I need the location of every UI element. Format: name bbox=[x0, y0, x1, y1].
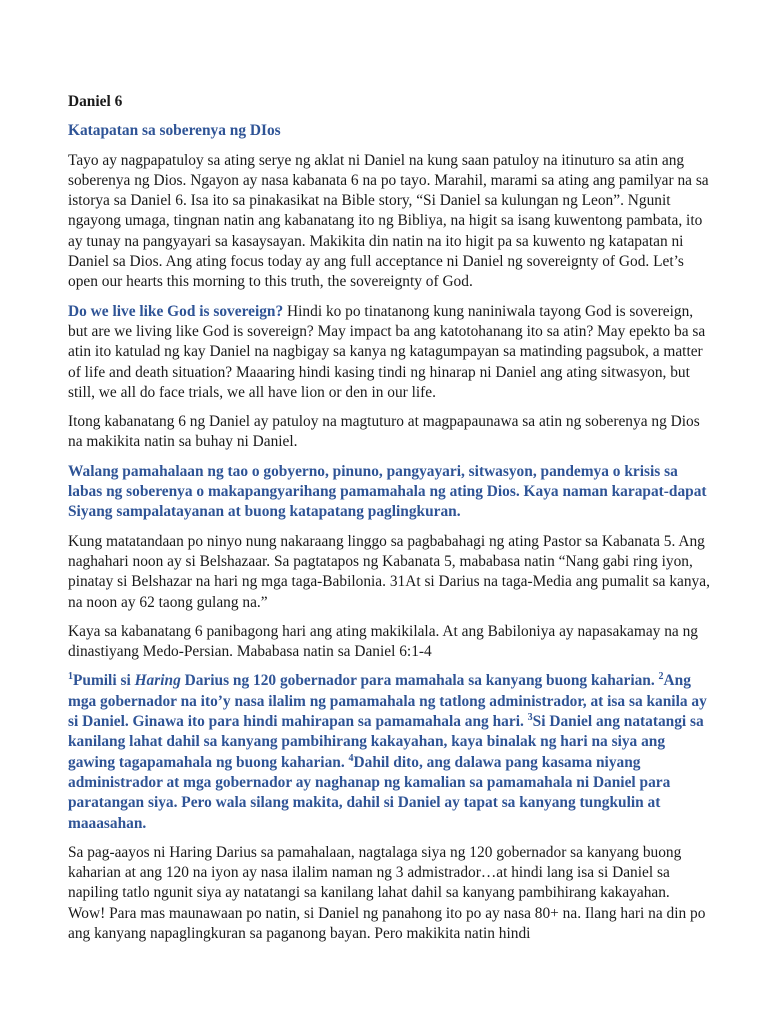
question-lead: Do we live like God is sovereign? bbox=[68, 302, 284, 320]
verse-number-4: 4 bbox=[348, 752, 354, 764]
paragraph-commentary: Sa pag-aayos ni Haring Darius sa pamahalaan, nagtalaga siya ng 120 gobernador sa kanyang buong kaharian at ang 120 na iyon ay nasa ilalim naman ng 3 admistrador…at hindi lang isa si Daniel sa napiling tatlo ngunit siya ay natatangi sa kanilang lahat dahil sa kanyang pambihirang kakayahan. Wow! Para mas maunawaan po natin, si Daniel ng panahong ito po ay nasa 80+ na. Ilang hari na din po ang kanyang napaglingkuran sa paganong bayan. Pero makikita natin hindi bbox=[68, 843, 706, 942]
scripture-passage bbox=[68, 671, 710, 833]
verse-number-2: 2 bbox=[658, 671, 664, 683]
paragraph-intro: Tayo ay nagpapatuloy sa ating serye ng aklat ni Daniel na kung saan patuloy na itinuturo sa atin ang soberenya ng Dios. Ngayon ay nasa kabanata 6 na po tayo. Marahil, marami sa ating ang pamilyar na sa istorya sa Daniel 6. Isa ito sa pinakasikat na Bible story, “Si Daniel sa kulungan ng Leon”. Ngunit ngayong umaga, tingnan natin ang kabanatang ito ng Bibliya, na higit sa isang kuwentong pambata, ito ay tunay na pangyayari sa kasaysayan. Makikita din natin na ito higit pa sa kuwento ng katapatan ni Daniel sa Dios. Ang ating focus today ay ang full acceptance ni Daniel ng sovereignty of God. Let’s open our hearts this morning to this truth, the sovereignty of God. bbox=[68, 151, 709, 291]
question-body: Hindi ko po tinatanong kung naniniwala tayong God is sovereign, but are we living like God is sovereign? May impact ba ang katotohanang ito sa atin? May epekto ba sa atin ito katulad ng kay Daniel na nagbigay sa kanya ng katagumpayan sa matinding pagsubok, a matter of life and death situation? Maaaring hindi kasing tindi ng hinarap ni Daniel ang ating sitwasyon, but still, we all do face trials, we all have lion or den in our life. bbox=[68, 302, 706, 401]
verse-3: Si Daniel ang natatangi sa kanilang lahat dahil sa kanyang pambihirang kakayahan, kaya binalak ng hari na siya ang gawing tagapamahala ng buong kaharian. bbox=[68, 713, 704, 771]
document-subtitle: Katapatan sa soberenya ng DIos bbox=[68, 122, 281, 140]
verse-number-3: 3 bbox=[527, 711, 533, 723]
paragraph-chapter-intro: Itong kabanatang 6 ng Daniel ay patuloy na magtuturo at magpapaunawa sa atin ng soberenya ng Dios na makikita natin sa buhay ni Daniel. bbox=[68, 413, 700, 451]
verse-1-part-b: Darius ng 120 gobernador para mamahala sa kanyang buong kaharian. bbox=[180, 672, 659, 690]
paragraph-recap: Kung matatandaan po ninyo nung nakaraang linggo sa pagbabahagi ng ating Pastor sa Kabanata 5. Ang naghahari noon ay si Belshazaar. Sa pagtatapos ng Kabanata 5, mababasa natin “Nang gabi ring iyon, pinatay si Belshazar na hari ng mga taga-Babilonia. 31At si Darius na taga-Media ang pumalit sa kanya, na noon ay 62 taong gulang na.” bbox=[68, 532, 710, 611]
verse-2: Ang mga gobernador na ito’y nasa ilalim ng pamamahala ng tatlong administrador, at isa sa kanila ay si Daniel. Ginawa ito para hindi mahirapan sa pamamahala ang hari. bbox=[68, 672, 707, 731]
verse-1-emphasis: Haring bbox=[134, 672, 181, 690]
verse-number-1: 1 bbox=[68, 671, 73, 683]
paragraph-new-king: Kaya sa kabanatang 6 panibagong hari ang ating makikilala. At ang Babiloniya ay napasakamay na ng dinastiyang Medo-Persian. Mababasa natin sa Daniel 6:1-4 bbox=[68, 622, 698, 661]
paragraph-main-point: Walang pamahalaan ng tao o gobyerno, pinuno, pangyayari, sitwasyon, pandemya o krisis sa labas ng soberenya o makapangyarihang pamamahala ng ating Dios. Kaya naman karapat-dapat Siyang sampalatayanan at buong katapatang paglingkuran. bbox=[68, 462, 707, 521]
document-title: Daniel 6 bbox=[68, 93, 123, 110]
verse-1-part-a: Pumili si bbox=[73, 672, 135, 690]
verse-4: Dahil dito, ang dalawa pang kasama niyang administrador at mga gobernador ay naghanap ng kamalian sa pamamahala ni Daniel para paratangan siya. Pero wala silang makita, dahil si Daniel ay tapat sa kanyang tungkulin at maaasahan. bbox=[68, 753, 671, 832]
paragraph-question bbox=[68, 302, 710, 403]
